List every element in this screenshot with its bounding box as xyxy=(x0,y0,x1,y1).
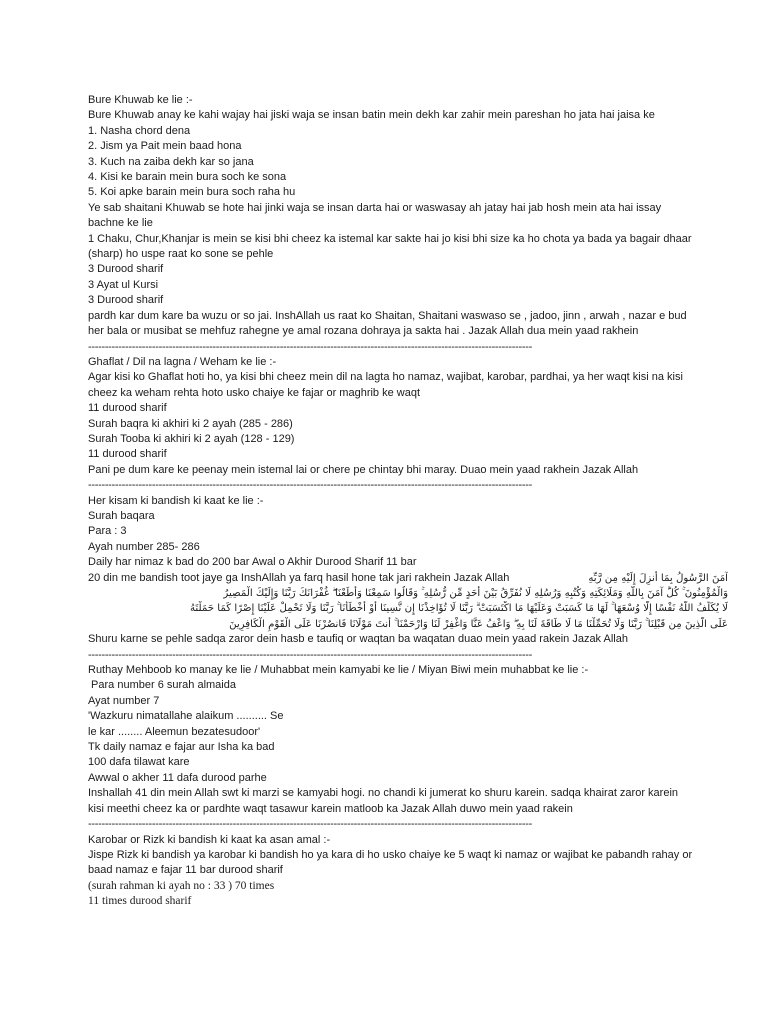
paragraph-text: (surah rahman ki ayah no : 33 ) 70 times xyxy=(88,879,275,892)
document-body xyxy=(88,93,728,910)
section-heading-ruthay: Ruthay Mehboob ko manay ke lie / Muhabbat mein kamyabi ke lie / Miyan Biwi mein muhabbat ke lie :- xyxy=(88,664,589,677)
arabic-verse: عَلَى الَّذِينَ مِن قَبْلِنَا ۚ رَبَّنَا وَلَا تُحَمِّلْنَا مَا لَا طَاقَةَ لَنَا بِهِ ۖ وَاعْفُ عَنَّا وَاغْفِرْ لَنَا وَارْحَمْنَا ۚ أَنتَ مَوْلَانَا فَانصُرْنَا عَلَى الْقَوْمِ الْكَافِرِينَ xyxy=(229,618,728,630)
recite-line: 100 dafa tilawat kare xyxy=(88,756,190,769)
recite-line: 11 durood sharif xyxy=(88,448,167,461)
recite-line: Surah baqra ki akhiri ki 2 ayah (285 - 286) xyxy=(88,417,293,430)
paragraph-text: Jispe Rizk ki bandish ya karobar ki bandish ho ya kara di ho usko chaiye ke 5 waqt ki namaz or wajibat ke pabandh rahay or xyxy=(88,848,693,861)
arabic-verse: آمَنَ الرَّسُولُ بِمَا أُنزِلَ إِلَيْهِ مِن رَّبِّهِ xyxy=(588,572,728,584)
paragraph-text: kisi meethi cheez ka or pardhte waqt tasawur karein matloob ka Jazak Allah duwo mein yaad rakein xyxy=(88,802,573,815)
recite-line: Para number 6 surah almaida xyxy=(88,679,236,692)
paragraph-text: Bure Khuwab anay ke kahi wajay hai jiski waja se insan batin mein dekh kar zahir mein pareshan ho jata hai jaisa ke xyxy=(88,109,655,122)
inline-text-with-arabic xyxy=(88,571,728,586)
recite-line: Daily har nimaz k bad do 200 bar Awal o Akhir Durood Sharif 11 bar xyxy=(88,556,417,569)
paragraph-text: (sharp) ho uspe raat ko sone se pehle xyxy=(88,248,274,261)
arabic-verse: وَالْمُؤْمِنُونَ ۚ كُلٌّ آمَنَ بِاللَّهِ وَمَلَائِكَتِهِ وَكُتُبِهِ وَرُسُلِهِ لَا نُفَرِّقُ بَيْنَ أَحَدٍ مِّن رُّسُلِهِ ۚ وَقَالُوا سَمِعْنَا وَأَطَعْنَا ۖ غُفْرَانَكَ رَبَّنَا وَإِلَيْكَ الْمَصِيرُ xyxy=(223,588,728,599)
recite-line: Para : 3 xyxy=(88,525,127,538)
recite-line: le kar ........ Aleemun bezatesudoor' xyxy=(88,725,261,738)
paragraph-text: Ye sab shaitani Khuwab se hote hai jinki waja se insan darta hai or waswasay ah jatay hai jab hosh mein ata hai issay xyxy=(88,201,662,214)
recite-line: 11 durood sharif xyxy=(88,402,167,415)
paragraph-text: baad namaz e fajar 11 bar durood sharif xyxy=(88,864,283,877)
recite-line: Surah baqara xyxy=(88,509,155,522)
paragraph-text: cheez ka weham rehta hoto usko chaiye ke fajar or maghrib ke waqt xyxy=(88,386,421,399)
section-heading-rizk: Karobar or Rizk ki bandish ki kaat ka asan amal :- xyxy=(88,833,331,846)
arabic-verse: لَا يُكَلِّفُ اللَّهُ نَفْسًا إِلَّا وُسْعَهَا ۚ لَهَا مَا كَسَبَتْ وَعَلَيْهَا مَا اكْتَسَبَتْ ۗ رَبَّنَا لَا تُؤَاخِذْنَا إِن نَّسِينَا أَوْ أَخْطَأْنَا ۚ رَبَّنَا وَلَا تَحْمِلْ عَلَيْنَا إِصْرًا كَمَا حَمَلْتَهُ xyxy=(189,603,728,615)
list-item: 1. Nasha chord dena xyxy=(88,124,191,137)
paragraph-text: Agar kisi ko Ghaflat hoti ho, ya kisi bhi cheez mein dil na lagta ho namaz, wajibat, karobar, pardhai, ya her waqt kisi na kisi xyxy=(88,371,683,384)
recite-line: 3 Durood sharif xyxy=(88,294,164,307)
paragraph-text: 11 times durood sharif xyxy=(88,895,192,908)
section-separator: ------------------------------------------------------------------------------------------------------------------------------------ xyxy=(88,340,532,353)
recite-line: Tk daily namaz e fajar aur Isha ka bad xyxy=(88,741,275,754)
paragraph-text: 1 Chaku, Chur,Khanjar is mein se kisi bhi cheez ka istemal kar sakte hai jo kisi bhi size ka ho chota ya bada ya bagair dhaar xyxy=(88,232,692,245)
recite-line: Ayah number 285- 286 xyxy=(88,540,200,553)
recite-line: 3 Durood sharif xyxy=(88,263,164,276)
paragraph-text: bachne ke lie xyxy=(88,217,153,230)
list-item: 3. Kuch na zaiba dekh kar so jana xyxy=(88,155,254,168)
paragraph-text: pardh kar dum kare ba wuzu or so jai. InshAllah us raat ko Shaitan, Shaitani waswaso se , jadoo, jinn , arwah , nazar e bud xyxy=(88,309,687,322)
paragraph-text: Pani pe dum kare ke peenay mein istemal lai or chere pe chintay bhi maray. Duao mein yaad rakhein Jazak Allah xyxy=(88,463,639,476)
section-heading-bandish: Her kisam ki bandish ki kaat ke lie :- xyxy=(88,494,264,507)
recite-line: Awwal o akher 11 dafa durood parhe xyxy=(88,771,267,784)
list-item: 5. Koi apke barain mein bura soch raha hu xyxy=(88,186,296,199)
section-heading-ghaflat: Ghaflat / Dil na lagna / Weham ke lie :- xyxy=(88,355,277,368)
section-separator: ------------------------------------------------------------------------------------------------------------------------------------ xyxy=(88,818,532,831)
paragraph-text: 20 din me bandish toot jaye ga InshAllah ya farq hasil hone tak jari rakhein Jazak Allah xyxy=(88,571,510,584)
recite-line: 3 Ayat ul Kursi xyxy=(88,278,159,291)
recite-line: Surah Tooba ki akhiri ki 2 ayah (128 - 129) xyxy=(88,432,295,445)
paragraph-text: Inshallah 41 din mein Allah swt ki marzi se kamyabi hogi. no chandi ki jumerat ko shuru karein. sadqa khairat zaror karein xyxy=(88,787,679,800)
paragraph-text: Shuru karne se pehle sadqa zaror dein hasb e taufiq or waqtan ba waqatan duao mein yaad rakein Jazak Allah xyxy=(88,633,628,646)
paragraph-text: her bala or musibat se mehfuz rahegne ye amal rozana dohraya ja sakta hai . Jazak Allah dua mein yaad rakhein xyxy=(88,325,639,338)
recite-line: 'Wazkuru nimatallahe alaikum .......... Se xyxy=(88,710,284,723)
list-item: 2. Jism ya Pait mein baad hona xyxy=(88,140,242,153)
section-separator: ------------------------------------------------------------------------------------------------------------------------------------ xyxy=(88,479,532,492)
recite-line: Ayat number 7 xyxy=(88,694,160,707)
section-heading-bure-khuwab: Bure Khuwab ke lie :- xyxy=(88,94,193,106)
list-item: 4. Kisi ke barain mein bura soch ke sona xyxy=(88,171,287,184)
section-separator: ------------------------------------------------------------------------------------------------------------------------------------ xyxy=(88,648,532,661)
